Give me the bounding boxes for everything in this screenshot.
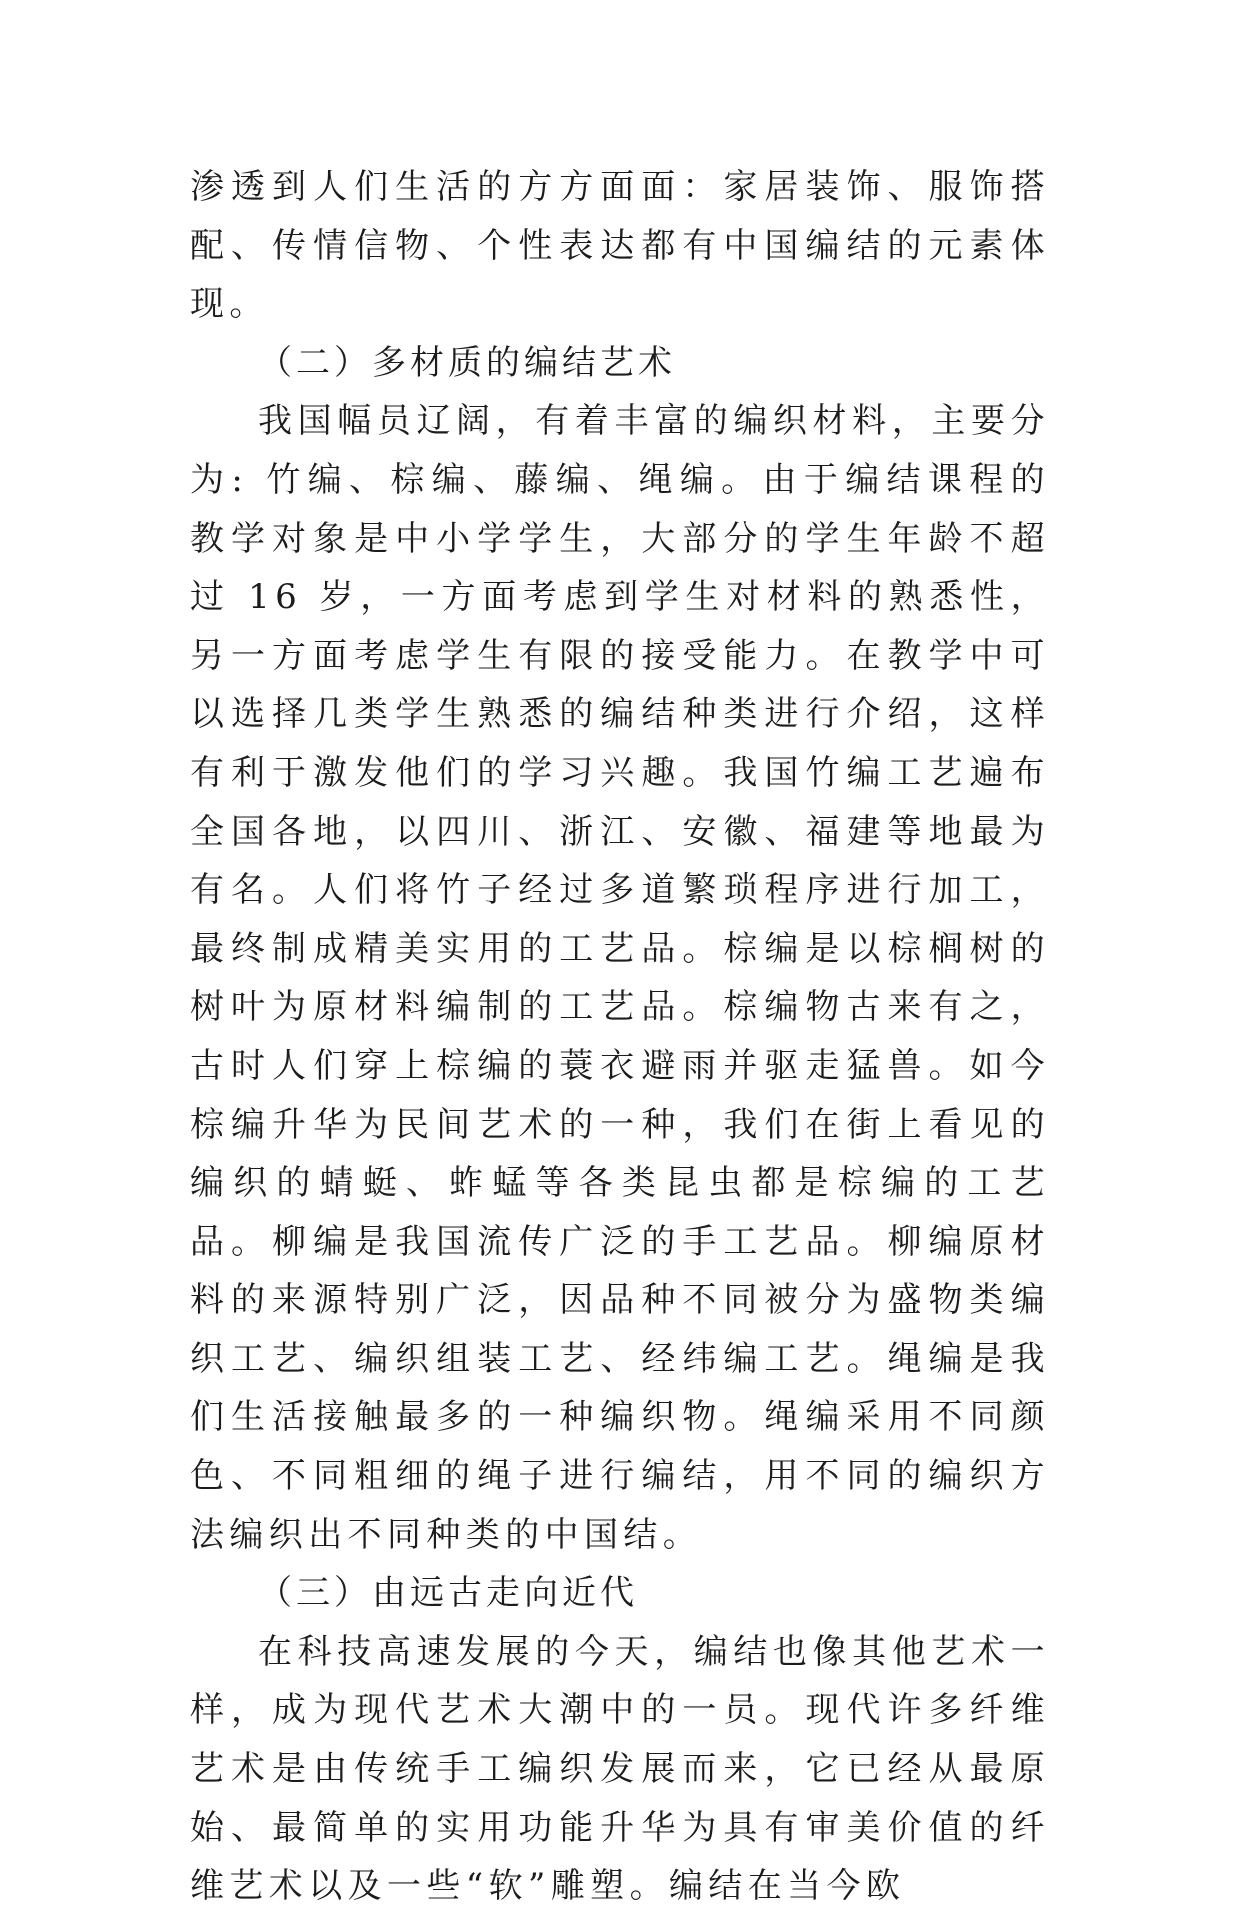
section-heading-3: （三）由远古走向近代 <box>258 1573 638 1614</box>
paragraph-weaving-materials: 我国幅员辽阔，有着丰富的编织材料，主要分为: 竹编、棕编、藤编、绳编。由于编结课程的教学对象是中小学学生，大部分的学生年龄不超过 16 岁，一方面考虑到学生对材料的熟悉性，另一方面考虑学生有限的接受能力。在教学中可以选择几类学生熟悉的编结种类进行介绍，这样有利于激发他们的学习兴趣。我国竹编工艺遍布全国各地，以四川、浙江、安徽、福建等地最为有名。人们将竹子经过多道繁琐程序进行加工，最终制成精美实用的工艺品。棕编是以棕榈树的树叶为原材料编制的工艺品。棕编物古来有之，古时人们穿上棕编的蓑衣避雨并驱走猛兽。如今棕编升华为民间艺术的一种，我们在街上看见的编织的蜻蜓、蚱蜢等各类昆虫都是棕编的工艺品。柳编是我国流传广泛的手工艺品。柳编原材料的来源特别广泛，因品种不同被分为盛物类编织工艺、编织组装工艺、经纬编工艺。绳编是我们生活接触最多的一种编织物。绳编采用不同颜色、不同粗细的绳子进行编结，用不同的编织方法编织出不同种类的中国结。 <box>190 401 1050 1555</box>
paragraph-continuation: 渗透到人们生活的方方面面：家居装饰、服饰搭配、传情信物、个性表达都有中国编结的元素体现。 <box>190 167 1050 325</box>
paragraph-modern-art: 在科技高速发展的今天，编结也像其他艺术一样，成为现代艺术大潮中的一员。现代许多纤维艺术是由传统手工编织发展而来，它已经从最原始、最简单的实用功能升华为具有审美价值的纤维艺术以及一些“软”雕塑。编结在当今欧 <box>190 1631 1050 1907</box>
document-body <box>190 158 1050 1916</box>
section-heading-2: （二）多材质的编结艺术 <box>258 342 676 383</box>
